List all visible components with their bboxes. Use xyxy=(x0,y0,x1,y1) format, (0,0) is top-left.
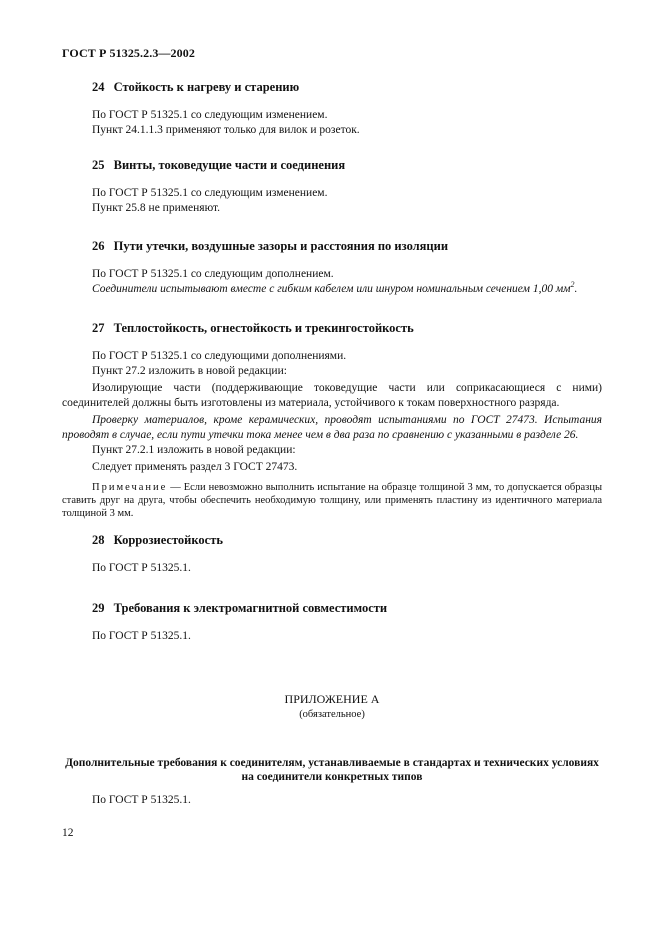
section-text: По ГОСТ Р 51325.1. xyxy=(92,630,191,642)
section-24 xyxy=(62,79,602,138)
section-number: 27 xyxy=(92,321,105,335)
section-heading xyxy=(92,600,602,616)
section-text: Пункт 24.1.1.3 применяют только для вилок и розеток. xyxy=(92,124,360,136)
annex-body xyxy=(62,793,602,808)
section-paragraph: Изолирующие части (поддерживающие токоведущие части или соприкасающиеся с ними) соединителей должны быть изготовлены из материала, устойчивого к токам поверхностного разряда. xyxy=(62,382,602,409)
annex-text: По ГОСТ Р 51325.1. xyxy=(92,794,191,806)
section-heading xyxy=(92,157,602,173)
section-italic-text xyxy=(62,282,602,297)
section-title: Стойкость к нагреву и старению xyxy=(113,80,300,94)
section-text: Пункт 27.2.1 изложить в новой редакции: xyxy=(92,444,296,456)
superscript: 2 xyxy=(570,280,575,290)
annex-title xyxy=(62,756,602,784)
section-number: 28 xyxy=(92,533,105,547)
annex-title-line: на соединители конкретных типов xyxy=(241,771,423,783)
annex-heading: ПРИЛОЖЕНИЕ А xyxy=(284,692,380,706)
section-text: По ГОСТ Р 51325.1 со следующим изменением. xyxy=(92,187,328,199)
annex-heading-block xyxy=(62,692,602,722)
section-number: 29 xyxy=(92,601,105,615)
section-heading xyxy=(92,238,602,254)
section-27 xyxy=(62,320,602,520)
section-text: По ГОСТ Р 51325.1 со следующим изменением. xyxy=(92,109,328,121)
section-heading xyxy=(92,532,602,548)
section-title: Теплостойкость, огнестойкость и трекингостойкость xyxy=(113,321,414,335)
section-text: По ГОСТ Р 51325.1 со следующим дополнением. xyxy=(92,268,334,280)
section-heading xyxy=(92,320,602,336)
period: . xyxy=(574,283,578,295)
section-text: Пункт 27.2 изложить в новой редакции: xyxy=(92,365,287,377)
section-29 xyxy=(62,600,602,644)
section-title: Коррозиестойкость xyxy=(113,533,223,547)
section-title: Пути утечки, воздушные зазоры и расстояния по изоляции xyxy=(113,239,449,253)
section-number: 26 xyxy=(92,239,105,253)
note-label: Примечание xyxy=(92,482,168,493)
section-number: 25 xyxy=(92,158,105,172)
section-text: Следует применять раздел 3 ГОСТ 27473. xyxy=(92,461,298,473)
section-text: Пункт 25.8 не применяют. xyxy=(92,202,221,214)
note-text: — Если невозможно выполнить испытание на образце толщиной 3 мм, то допускается образцы ставить друг на друга, чтобы обеспечить необходимую толщину, или применять пластину из идентичного материала толщиной 3 мм. xyxy=(62,482,602,519)
page-number: 12 xyxy=(62,827,74,839)
italic-text: Соединители испытывают вместе с гибким кабелем или шнуром номинальным сечением 1,00 мм xyxy=(92,283,571,295)
section-text: По ГОСТ Р 51325.1 со следующими дополнениями. xyxy=(92,350,347,362)
section-note xyxy=(62,481,602,520)
section-italic-paragraph: Проверку материалов, кроме керамических, проводят испытаниями по ГОСТ 27473. Испытания проводят в случае, если пути утечки тока менее чем в два раза по сравнению с указанными в разделе 26. xyxy=(62,414,602,441)
section-28 xyxy=(62,532,602,576)
annex-status: (обязательное) xyxy=(299,709,365,720)
section-title: Требования к электромагнитной совместимости xyxy=(113,601,388,615)
annex-title-line: Дополнительные требования к соединителям, устанавливаемые в стандартах и технических условиях xyxy=(65,757,599,769)
section-25 xyxy=(62,157,602,216)
section-text: По ГОСТ Р 51325.1. xyxy=(92,562,191,574)
section-26 xyxy=(62,238,602,297)
section-number: 24 xyxy=(92,80,105,94)
section-title: Винты, токоведущие части и соединения xyxy=(113,158,346,172)
running-head: ГОСТ Р 51325.2.3—2002 xyxy=(62,46,195,60)
section-heading xyxy=(92,79,602,95)
